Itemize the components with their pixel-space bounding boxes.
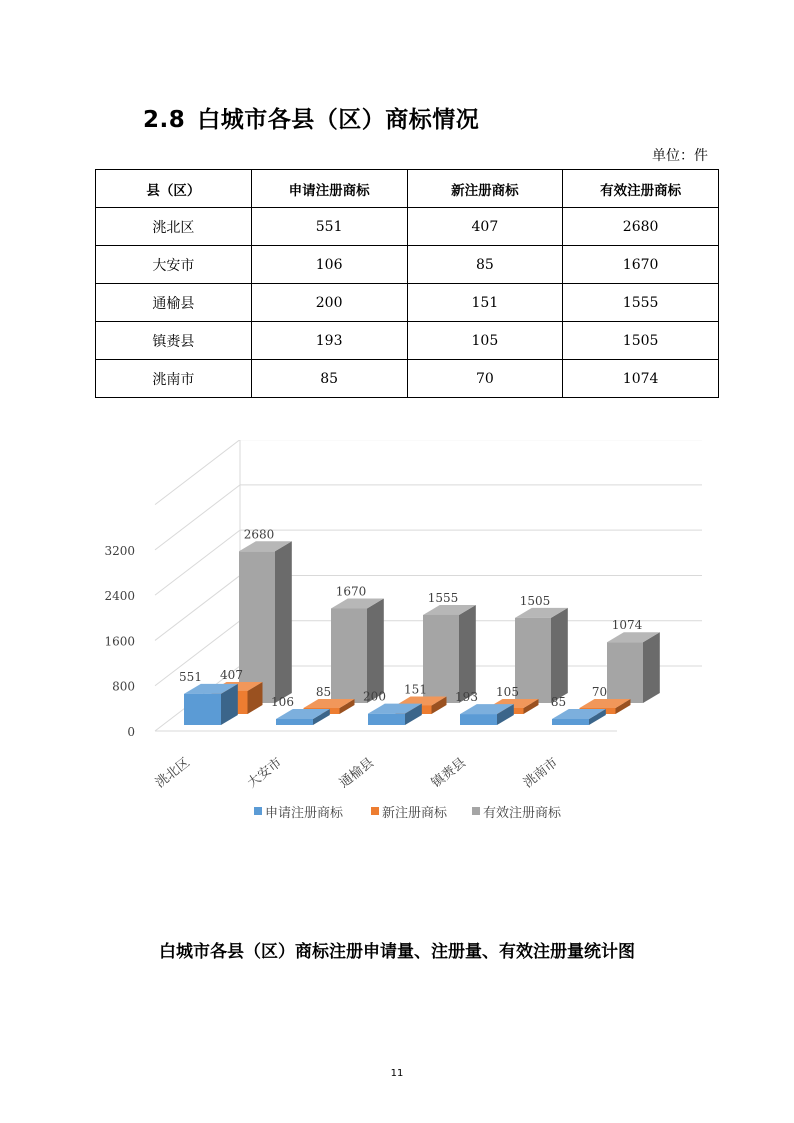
bar [460,714,497,725]
section-number: 2.8 [143,107,186,133]
cell-valid: 1074 [563,360,719,398]
cell-county: 镇赉县 [96,322,252,360]
header-new: 新注册商标 [407,170,563,208]
bar-side [459,605,476,703]
bar [423,615,459,703]
bar [276,719,313,725]
table-row [96,360,719,398]
bar-side [367,598,384,703]
header-county: 县（区） [96,170,252,208]
bar [368,714,405,725]
data-label: 200 [363,689,386,704]
bar [239,551,275,703]
cell-valid: 2680 [563,208,719,246]
cell-valid: 1505 [563,322,719,360]
bar [607,642,643,703]
legend-swatch [472,807,480,815]
cell-valid: 1555 [563,284,719,322]
page-number: 11 [390,1068,404,1079]
y-tick-label: 800 [112,679,135,694]
table-row [96,322,719,360]
cell-new: 105 [407,322,563,360]
trademark-3d-bar-chart [0,440,794,840]
y-tick-label: 0 [127,725,135,739]
bar-side [275,541,292,703]
table-row [96,208,719,246]
category-label: 洮南市 [520,755,561,792]
cell-valid: 1670 [563,246,719,284]
cell-applied: 200 [251,284,407,322]
cell-applied: 106 [251,246,407,284]
cell-applied: 193 [251,322,407,360]
cell-applied: 85 [251,360,407,398]
data-label: 105 [496,685,519,699]
data-label: 106 [271,695,294,709]
bar [552,719,589,725]
cell-county: 洮北区 [96,208,252,246]
data-label: 2680 [243,527,275,542]
data-label: 551 [179,669,202,684]
cell-new: 151 [407,284,563,322]
legend-label: 新注册商标 [382,806,448,821]
legend-swatch [254,807,262,815]
legend-label: 有效注册商标 [483,806,562,821]
table-header-row [96,170,719,208]
category-label: 镇赉县 [428,755,469,792]
cell-new: 407 [407,208,563,246]
data-label: 1555 [427,590,459,605]
header-valid: 有效注册商标 [563,170,719,208]
section-title: 白城市各县（区）商标情况 [197,107,480,133]
unit-label: 单位：件 [652,148,708,164]
trademark-table [95,169,719,398]
legend-label: 申请注册商标 [265,806,344,821]
data-label: 85 [315,685,332,699]
data-label: 85 [550,695,567,709]
bar-side [643,632,660,703]
section-heading [143,101,479,134]
data-label: 70 [591,685,608,699]
cell-county: 通榆县 [96,284,252,322]
data-label: 407 [220,667,243,682]
data-label: 151 [404,682,427,697]
cell-county: 大安市 [96,246,252,284]
header-applied: 申请注册商标 [251,170,407,208]
data-label: 1074 [611,618,643,633]
bar-side [551,608,568,703]
data-label: 1505 [519,593,551,608]
data-label: 193 [455,690,478,705]
category-label: 大安市 [244,755,285,792]
legend-swatch [371,807,379,815]
data-label: 1670 [335,584,367,599]
table-row [96,284,719,322]
y-tick-label: 2400 [104,589,135,604]
category-label: 通榆县 [336,755,377,792]
bar [184,694,221,725]
category-label: 洮北区 [152,755,193,792]
cell-new: 70 [407,360,563,398]
y-tick-label: 3200 [104,543,135,558]
cell-county: 洮南市 [96,360,252,398]
chart-caption: 白城市各县（区）商标注册申请量、注册量、有效注册量统计图 [159,942,635,962]
bar [515,618,551,703]
y-tick-label: 1600 [104,634,135,649]
cell-new: 85 [407,246,563,284]
cell-applied: 551 [251,208,407,246]
table-row [96,246,719,284]
bar [331,608,367,703]
